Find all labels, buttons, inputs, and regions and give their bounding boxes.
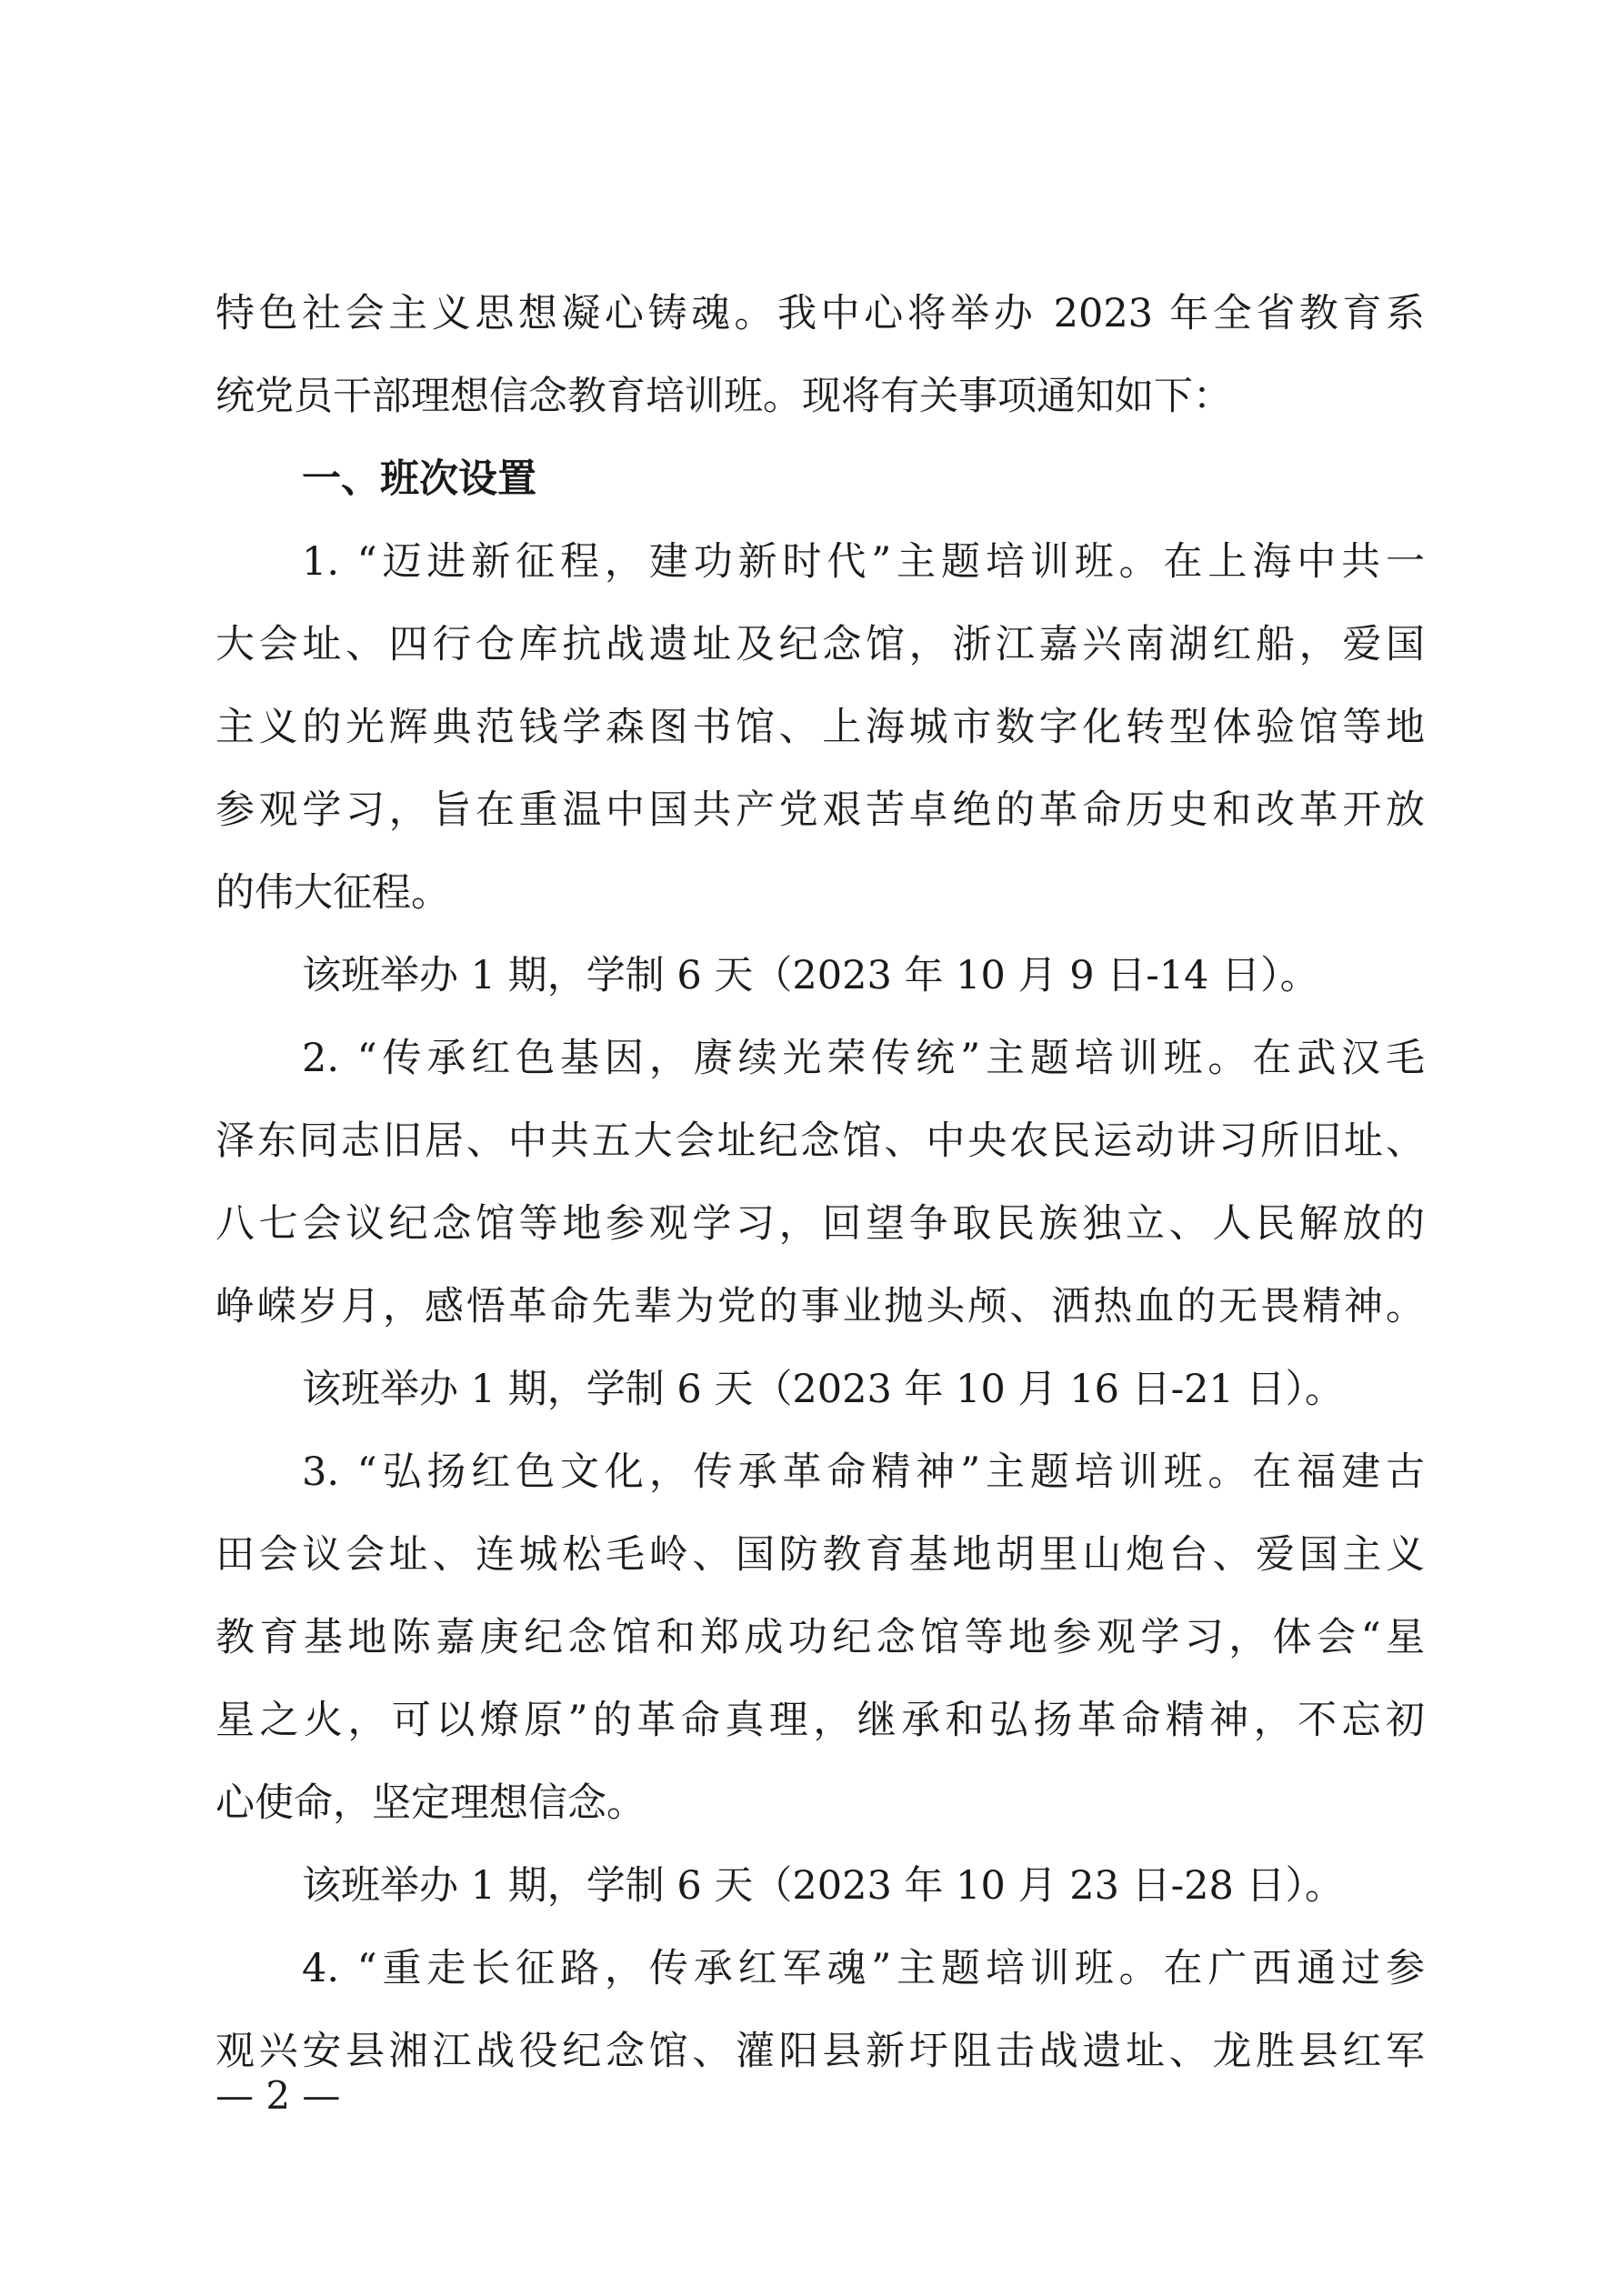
paragraph-line: 统党员干部理想信念教育培训班。现将有关事项通知如下： bbox=[215, 374, 1232, 419]
paragraph-line: 星之火，可以燎原”的革命真理，继承和弘扬革命精神，不忘初 bbox=[215, 1698, 1425, 1743]
paragraph-line: 泽东同志旧居、中共五大会址纪念馆、中央农民运动讲习所旧址、 bbox=[215, 1118, 1425, 1164]
paragraph-line: 的伟大征程。 bbox=[215, 870, 450, 916]
paragraph-line: 1. “迈进新征程，建功新时代”主题培训班。在上海中共一 bbox=[302, 539, 1425, 585]
paragraph-line: 峥嵘岁月，感悟革命先辈为党的事业抛头颅、洒热血的无畏精神。 bbox=[215, 1284, 1425, 1329]
paragraph-line: 教育基地陈嘉庚纪念馆和郑成功纪念馆等地参观学习，体会“星 bbox=[215, 1615, 1425, 1660]
paragraph-line: 特色社会主义思想凝心铸魂。我中心将举办 2023 年全省教育系 bbox=[215, 291, 1425, 336]
paragraph-line: 该班举办 1 期，学制 6 天（2023 年 10 月 23 日-28 日）。 bbox=[302, 1863, 1345, 1909]
section-heading: 一、班次设置 bbox=[302, 456, 536, 502]
paragraph-line: 主义的光辉典范钱学森图书馆、上海城市数字化转型体验馆等地 bbox=[215, 705, 1425, 750]
paragraph-line: 2. “传承红色基因，赓续光荣传统”主题培训班。在武汉毛 bbox=[302, 1036, 1425, 1081]
paragraph-line: 田会议会址、连城松毛岭、国防教育基地胡里山炮台、爱国主义 bbox=[215, 1532, 1425, 1578]
page-number: — 2 — bbox=[215, 2073, 341, 2118]
paragraph-line: 4. “重走长征路，传承红军魂”主题培训班。在广西通过参 bbox=[302, 1946, 1425, 1991]
paragraph-line: 该班举办 1 期，学制 6 天（2023 年 10 月 16 日-21 日）。 bbox=[302, 1367, 1345, 1412]
paragraph-line: 该班举办 1 期，学制 6 天（2023 年 10 月 9 日-14 日）。 bbox=[302, 953, 1319, 998]
paragraph-line: 参观学习，旨在重温中国共产党艰苦卓绝的革命历史和改革开放 bbox=[215, 787, 1425, 833]
paragraph-line: 观兴安县湘江战役纪念馆、灌阳县新圩阻击战遗址、龙胜县红军 bbox=[215, 2029, 1425, 2074]
paragraph-line: 心使命，坚定理想信念。 bbox=[215, 1780, 646, 1826]
paragraph-line: 八七会议纪念馆等地参观学习，回望争取民族独立、人民解放的 bbox=[215, 1201, 1425, 1247]
paragraph-line: 大会址、四行仓库抗战遗址及纪念馆，浙江嘉兴南湖红船，爱国 bbox=[215, 622, 1425, 667]
paragraph-line: 3. “弘扬红色文化，传承革命精神”主题培训班。在福建古 bbox=[302, 1449, 1425, 1495]
